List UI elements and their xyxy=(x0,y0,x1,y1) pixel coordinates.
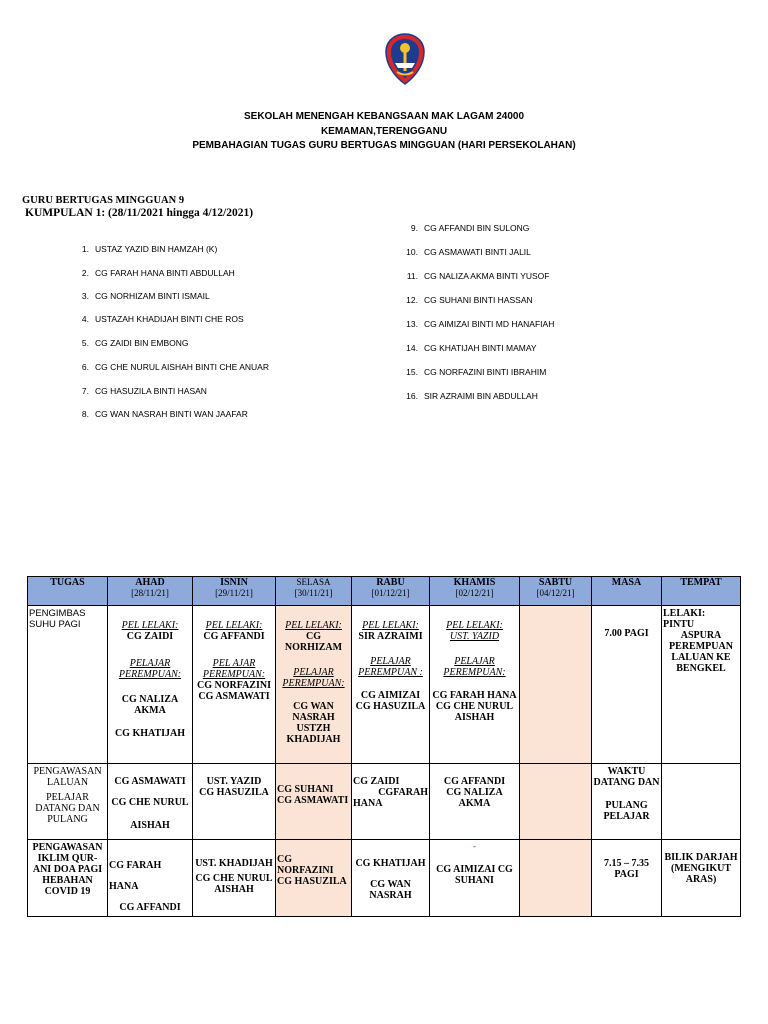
school-name: SEKOLAH MENENGAH KEBANGSAAN MAK LAGAM 24000 xyxy=(243,111,525,122)
cell-masa: 7.15 – 7.35 PAGI xyxy=(592,840,662,917)
document-title: PEMBAHAGIAN TUGAS GURU BERTUGAS MINGGUAN (HARI PERSEKOLAHAN) xyxy=(192,140,576,151)
list-item: 15. CG NORFAZINI BINTI IBRAHIM xyxy=(406,367,547,377)
list-item: 10. CG ASMAWATI BINTI JALIL xyxy=(406,247,531,257)
list-item: 8. CG WAN NASRAH BINTI WAN JAAFAR xyxy=(81,409,248,419)
cell-tempat xyxy=(662,764,741,840)
cell-sabtu xyxy=(520,606,592,764)
cell-tempat: LELAKI: PINTU ASPURA PEREMPUAN LALUAN KE BENGKEL xyxy=(662,606,741,764)
week-title: GURU BERTUGAS MINGGUAN 9 xyxy=(22,195,185,206)
col-header-tempat: TEMPAT xyxy=(662,577,741,606)
col-header-masa: MASA xyxy=(592,577,662,606)
cell-tugas: PENGAWASAN LALUAN PELAJAR DATANG DAN PULANG xyxy=(28,764,108,840)
cell-isnin: UST. YAZID CG HASUZILA xyxy=(193,764,276,840)
cell-sabtu xyxy=(520,840,592,917)
list-item: 5. CG ZAIDI BIN EMBONG xyxy=(81,338,189,348)
col-header-rabu: RABU [01/12/21] xyxy=(352,577,430,606)
cell-khamis: PEL LELAKI: UST. YAZID PELAJAR PEREMPUAN: CG FARAH HANA CG CHE NURUL AISHAH xyxy=(430,606,520,764)
col-header-sabtu: SABTU [04/12/21] xyxy=(520,577,592,606)
cell-isnin: PEL LELAKI: CG AFFANDI PEL AJAR PEREMPUAN: CG NORFAZINI CG ASMAWATI xyxy=(193,606,276,764)
duty-schedule-table xyxy=(27,576,741,917)
cell-masa: WAKTU DATANG DAN PULANG PELAJAR xyxy=(592,764,662,840)
list-item: 7. CG HASUZILA BINTI HASAN xyxy=(81,386,207,396)
table-row xyxy=(28,764,741,840)
col-header-khamis: KHAMIS [02/12/21] xyxy=(430,577,520,606)
cell-rabu: PEL LELAKI: SIR AZRAIMI PELAJAR PEREMPUAN : CG AIMIZAI CG HASUZILA xyxy=(352,606,430,764)
cell-khamis: - CG AIMIZAI CG SUHANI xyxy=(430,840,520,917)
cell-sabtu xyxy=(520,764,592,840)
col-header-isnin: ISNIN [29/11/21] xyxy=(193,577,276,606)
table-header-row xyxy=(28,577,741,606)
cell-ahad: CG FARAH HANA CG AFFANDI xyxy=(108,840,193,917)
list-item: 4. USTAZAH KHADIJAH BINTI CHE ROS xyxy=(81,314,244,324)
col-header-selasa: SELASA [30/11/21] xyxy=(276,577,352,606)
list-item: 9. CG AFFANDI BIN SULONG xyxy=(410,223,530,233)
cell-masa: 7.00 PAGI xyxy=(592,606,662,764)
cell-tugas: PENGAWASAN IKLIM QUR-ANI DOA PAGI HEBAHAN COVID 19 xyxy=(28,840,108,917)
list-item: 13. CG AIMIZAI BINTI MD HANAFIAH xyxy=(406,319,555,329)
cell-selasa: CG SUHANI CG ASMAWATI xyxy=(276,764,352,840)
table-row xyxy=(28,840,741,917)
cell-selasa: PEL LELAKI: CG NORHIZAM PELAJAR PEREMPUAN: CG WAN NASRAH USTZH KHADIJAH xyxy=(276,606,352,764)
list-item: 14. CG KHATIJAH BINTI MAMAY xyxy=(406,343,537,353)
cell-ahad: CG ASMAWATI CG CHE NURUL AISHAH xyxy=(108,764,193,840)
list-item: 2. CG FARAH HANA BINTI ABDULLAH xyxy=(81,268,235,278)
cell-khamis: CG AFFANDI CG NALIZA AKMA xyxy=(430,764,520,840)
list-item: 16. SIR AZRAIMI BIN ABDULLAH xyxy=(406,391,538,401)
list-item: 1. USTAZ YAZID BIN HAMZAH (K) xyxy=(81,244,218,254)
school-location: KEMAMAN,TERENGGANU xyxy=(320,126,448,137)
cell-ahad: PEL LELAKI: CG ZAIDI PELAJAR PEREMPUAN: CG NALIZA AKMA CG KHATIJAH xyxy=(108,606,193,764)
cell-rabu: CG ZAIDI CGFARAH HANA xyxy=(352,764,430,840)
list-item: 12. CG SUHANI BINTI HASSAN xyxy=(406,295,533,305)
cell-tugas: PENGIMBAS SUHU PAGI xyxy=(28,606,108,764)
group-dates: KUMPULAN 1: (28/11/2021 hingga 4/12/2021) xyxy=(25,207,254,219)
cell-selasa: CG NORFAZINI CG HASUZILA xyxy=(276,840,352,917)
school-crest-logo xyxy=(383,33,427,85)
list-item: 11. CG NALIZA AKMA BINTI YUSOF xyxy=(406,271,550,281)
col-header-ahad: AHAD [28/11/21] xyxy=(108,577,193,606)
cell-rabu: CG KHATIJAH CG WAN NASRAH xyxy=(352,840,430,917)
col-header-tugas: TUGAS xyxy=(28,577,108,606)
cell-isnin: UST. KHADIJAH CG CHE NURUL AISHAH xyxy=(193,840,276,917)
cell-tempat: BILIK DARJAH (MENGIKUT ARAS) xyxy=(662,840,741,917)
table-row xyxy=(28,606,741,764)
list-item: 3. CG NORHIZAM BINTI ISMAIL xyxy=(81,291,210,301)
list-item: 6. CG CHE NURUL AISHAH BINTI CHE ANUAR xyxy=(81,362,269,372)
